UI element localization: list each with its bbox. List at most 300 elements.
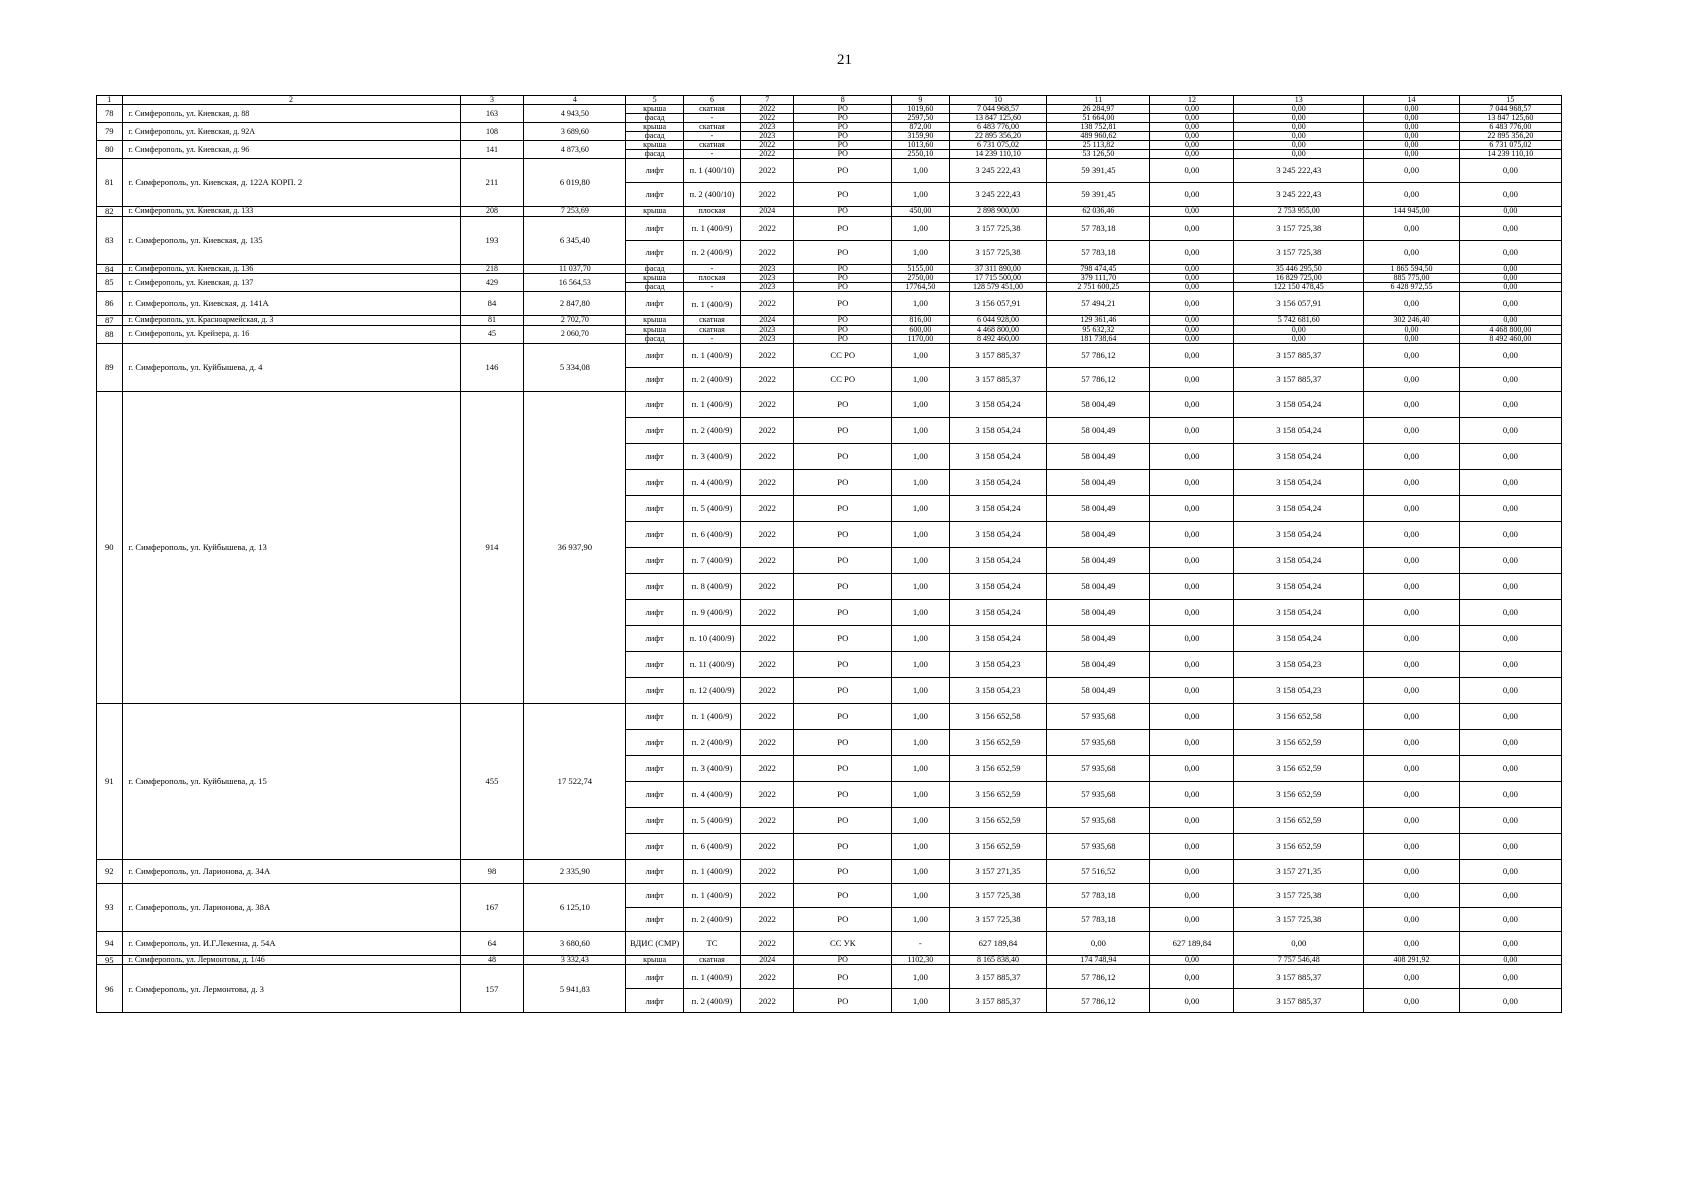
type-cell: п. 2 (400/9) <box>683 729 740 755</box>
fund-cell: РО <box>794 599 892 625</box>
other-cell: 0,00 <box>1459 216 1561 240</box>
year-cell: 2022 <box>741 547 794 573</box>
municipal-cell: 0,00 <box>1364 547 1460 573</box>
element-cell: лифт <box>626 907 683 931</box>
type-cell: п. 8 (400/9) <box>683 573 740 599</box>
year-cell: 2023 <box>741 334 794 343</box>
residents-cell: 81 <box>460 316 524 326</box>
fund-cell: СС РО <box>794 367 892 391</box>
element-cell: лифт <box>626 965 683 989</box>
unit-cost-cell: 51 664,00 <box>1047 114 1150 123</box>
unit-cost-cell: 57 516,52 <box>1047 859 1150 883</box>
other-cell: 0,00 <box>1459 207 1561 217</box>
other-cell: 0,00 <box>1459 240 1561 264</box>
owners-funds-cell: 0,00 <box>1150 105 1234 114</box>
other-cell: 0,00 <box>1459 547 1561 573</box>
row-number-cell: 91 <box>97 703 123 859</box>
register-table <box>96 95 1562 1013</box>
total-cost-cell: 3 158 054,24 <box>949 443 1047 469</box>
type-cell: плоская <box>683 274 740 283</box>
type-cell: п. 6 (400/9) <box>683 521 740 547</box>
unit-cost-cell: 57 935,68 <box>1047 729 1150 755</box>
element-cell: лифт <box>626 183 683 207</box>
type-cell: п. 11 (400/9) <box>683 651 740 677</box>
municipal-cell: 0,00 <box>1364 391 1460 417</box>
fund-cell: РО <box>794 495 892 521</box>
year-cell: 2022 <box>741 292 794 316</box>
owners-funds-cell: 627 189,84 <box>1150 931 1234 955</box>
volume-cell: 1,00 <box>892 807 949 833</box>
fund-cell: РО <box>794 989 892 1013</box>
volume-cell: 1,00 <box>892 729 949 755</box>
other-cell: 0,00 <box>1459 833 1561 859</box>
row-number-cell: 79 <box>97 123 123 141</box>
residents-cell: 218 <box>460 264 524 274</box>
type-cell: п. 1 (400/9) <box>683 859 740 883</box>
fund-rk-cell: 3 157 885,37 <box>1234 965 1364 989</box>
year-cell: 2022 <box>741 343 794 367</box>
other-cell: 0,00 <box>1459 495 1561 521</box>
other-cell: 0,00 <box>1459 989 1561 1013</box>
fund-rk-cell: 3 157 885,37 <box>1234 367 1364 391</box>
owners-funds-cell: 0,00 <box>1150 521 1234 547</box>
address-cell: г. Симферополь, ул. Киевская, д. 88 <box>122 105 460 123</box>
unit-cost-cell: 129 361,46 <box>1047 316 1150 326</box>
other-cell: 0,00 <box>1459 443 1561 469</box>
address-cell: г. Симферополь, ул. Крейзера, д. 16 <box>122 325 460 343</box>
total-cost-cell: 6 483 776,00 <box>949 123 1047 132</box>
year-cell: 2022 <box>741 150 794 159</box>
area-cell: 3 680,60 <box>524 931 626 955</box>
year-cell: 2022 <box>741 240 794 264</box>
row-number-cell: 88 <box>97 325 123 343</box>
area-cell: 2 702,70 <box>524 316 626 326</box>
volume-cell: 1,00 <box>892 703 949 729</box>
area-cell: 6 345,40 <box>524 216 626 264</box>
element-cell: лифт <box>626 703 683 729</box>
unit-cost-cell: 57 935,68 <box>1047 833 1150 859</box>
total-cost-cell: 8 165 838,40 <box>949 955 1047 965</box>
fund-rk-cell: 3 157 725,38 <box>1234 240 1364 264</box>
owners-funds-cell: 0,00 <box>1150 955 1234 965</box>
unit-cost-cell: 58 004,49 <box>1047 677 1150 703</box>
year-cell: 2022 <box>741 931 794 955</box>
volume-cell: 1,00 <box>892 833 949 859</box>
type-cell: п. 7 (400/9) <box>683 547 740 573</box>
area-cell: 5 941,83 <box>524 965 626 1013</box>
owners-funds-cell: 0,00 <box>1150 443 1234 469</box>
municipal-cell: 0,00 <box>1364 150 1460 159</box>
row-number-cell: 93 <box>97 883 123 931</box>
owners-funds-cell: 0,00 <box>1150 216 1234 240</box>
other-cell: 6 483 776,00 <box>1459 123 1561 132</box>
owners-funds-cell: 0,00 <box>1150 469 1234 495</box>
element-cell: крыша <box>626 123 683 132</box>
type-cell: п. 1 (400/9) <box>683 292 740 316</box>
volume-cell: 1,00 <box>892 391 949 417</box>
column-number-10: 10 <box>949 96 1047 105</box>
fund-rk-cell: 3 156 652,58 <box>1234 703 1364 729</box>
address-cell: г. Симферополь, ул. Красноармейская, д. 3 <box>122 316 460 326</box>
fund-cell: РО <box>794 274 892 283</box>
fund-rk-cell: 3 156 652,59 <box>1234 833 1364 859</box>
element-cell: фасад <box>626 114 683 123</box>
municipal-cell: 408 291,92 <box>1364 955 1460 965</box>
address-cell: г. Симферополь, ул. Куйбышева, д. 15 <box>122 703 460 859</box>
unit-cost-cell: 53 126,50 <box>1047 150 1150 159</box>
element-cell: лифт <box>626 521 683 547</box>
other-cell: 0,00 <box>1459 677 1561 703</box>
type-cell: - <box>683 334 740 343</box>
type-cell: п. 1 (400/10) <box>683 159 740 183</box>
volume-cell: 600,00 <box>892 325 949 334</box>
total-cost-cell: 7 044 968,57 <box>949 105 1047 114</box>
fund-cell: РО <box>794 965 892 989</box>
municipal-cell: 0,00 <box>1364 123 1460 132</box>
total-cost-cell: 13 847 125,60 <box>949 114 1047 123</box>
total-cost-cell: 3 157 885,37 <box>949 343 1047 367</box>
fund-rk-cell: 3 245 222,43 <box>1234 159 1364 183</box>
volume-cell: 2750,00 <box>892 274 949 283</box>
total-cost-cell: 6 044 928,00 <box>949 316 1047 326</box>
volume-cell: 1,00 <box>892 547 949 573</box>
table-row <box>97 931 1562 955</box>
type-cell: скатная <box>683 316 740 326</box>
area-cell: 4 873,60 <box>524 141 626 159</box>
type-cell: скатная <box>683 105 740 114</box>
year-cell: 2023 <box>741 132 794 141</box>
unit-cost-cell: 57 935,68 <box>1047 807 1150 833</box>
residents-cell: 914 <box>460 391 524 703</box>
fund-cell: РО <box>794 755 892 781</box>
volume-cell: 872,00 <box>892 123 949 132</box>
unit-cost-cell: 62 036,46 <box>1047 207 1150 217</box>
residents-cell: 64 <box>460 931 524 955</box>
fund-rk-cell: 3 158 054,24 <box>1234 573 1364 599</box>
element-cell: крыша <box>626 105 683 114</box>
column-number-4: 4 <box>524 96 626 105</box>
type-cell: п. 2 (400/9) <box>683 240 740 264</box>
type-cell: п. 12 (400/9) <box>683 677 740 703</box>
owners-funds-cell: 0,00 <box>1150 325 1234 334</box>
element-cell: лифт <box>626 755 683 781</box>
row-number-cell: 92 <box>97 859 123 883</box>
total-cost-cell: 3 245 222,43 <box>949 183 1047 207</box>
address-cell: г. Симферополь, ул. Киевская, д. 141А <box>122 292 460 316</box>
other-cell: 7 044 968,57 <box>1459 105 1561 114</box>
volume-cell: 1019,60 <box>892 105 949 114</box>
element-cell: фасад <box>626 150 683 159</box>
type-cell: ТС <box>683 931 740 955</box>
unit-cost-cell: 58 004,49 <box>1047 573 1150 599</box>
column-number-row <box>97 96 1562 105</box>
residents-cell: 163 <box>460 105 524 123</box>
owners-funds-cell: 0,00 <box>1150 729 1234 755</box>
table-row <box>97 391 1562 417</box>
year-cell: 2022 <box>741 729 794 755</box>
column-number-6: 6 <box>683 96 740 105</box>
element-cell: лифт <box>626 292 683 316</box>
fund-cell: РО <box>794 955 892 965</box>
municipal-cell: 0,00 <box>1364 859 1460 883</box>
municipal-cell: 0,00 <box>1364 417 1460 443</box>
year-cell: 2023 <box>741 283 794 292</box>
address-cell: г. Симферополь, ул. Киевская, д. 92А <box>122 123 460 141</box>
fund-rk-cell: 0,00 <box>1234 150 1364 159</box>
residents-cell: 157 <box>460 965 524 1013</box>
unit-cost-cell: 57 783,18 <box>1047 883 1150 907</box>
table-row <box>97 292 1562 316</box>
municipal-cell: 0,00 <box>1364 114 1460 123</box>
column-number-1: 1 <box>97 96 123 105</box>
volume-cell: 1013,60 <box>892 141 949 150</box>
unit-cost-cell: 57 935,68 <box>1047 703 1150 729</box>
type-cell: п. 1 (400/9) <box>683 343 740 367</box>
year-cell: 2023 <box>741 274 794 283</box>
type-cell: п. 1 (400/9) <box>683 965 740 989</box>
area-cell: 6 125,10 <box>524 883 626 931</box>
other-cell: 14 239 110,10 <box>1459 150 1561 159</box>
unit-cost-cell: 138 752,81 <box>1047 123 1150 132</box>
fund-cell: РО <box>794 216 892 240</box>
owners-funds-cell: 0,00 <box>1150 132 1234 141</box>
fund-cell: РО <box>794 703 892 729</box>
type-cell: скатная <box>683 141 740 150</box>
address-cell: г. Симферополь, ул. Киевская, д. 136 <box>122 264 460 274</box>
total-cost-cell: 3 156 652,59 <box>949 755 1047 781</box>
unit-cost-cell: 58 004,49 <box>1047 495 1150 521</box>
total-cost-cell: 14 239 110,10 <box>949 150 1047 159</box>
owners-funds-cell: 0,00 <box>1150 547 1234 573</box>
other-cell: 0,00 <box>1459 264 1561 274</box>
fund-cell: РО <box>794 833 892 859</box>
table-row <box>97 207 1562 217</box>
volume-cell: 1,00 <box>892 183 949 207</box>
fund-rk-cell: 3 158 054,24 <box>1234 417 1364 443</box>
other-cell: 0,00 <box>1459 274 1561 283</box>
unit-cost-cell: 58 004,49 <box>1047 417 1150 443</box>
type-cell: п. 5 (400/9) <box>683 495 740 521</box>
owners-funds-cell: 0,00 <box>1150 965 1234 989</box>
column-number-3: 3 <box>460 96 524 105</box>
fund-cell: РО <box>794 183 892 207</box>
municipal-cell: 0,00 <box>1364 183 1460 207</box>
row-number-cell: 86 <box>97 292 123 316</box>
unit-cost-cell: 379 111,70 <box>1047 274 1150 283</box>
year-cell: 2024 <box>741 316 794 326</box>
type-cell: п. 9 (400/9) <box>683 599 740 625</box>
municipal-cell: 0,00 <box>1364 755 1460 781</box>
residents-cell: 146 <box>460 343 524 391</box>
municipal-cell: 0,00 <box>1364 141 1460 150</box>
fund-rk-cell: 3 158 054,23 <box>1234 651 1364 677</box>
column-number-11: 11 <box>1047 96 1150 105</box>
total-cost-cell: 3 156 057,91 <box>949 292 1047 316</box>
total-cost-cell: 3 157 885,37 <box>949 367 1047 391</box>
unit-cost-cell: 57 783,18 <box>1047 216 1150 240</box>
total-cost-cell: 3 158 054,24 <box>949 599 1047 625</box>
fund-rk-cell: 3 158 054,24 <box>1234 391 1364 417</box>
type-cell: п. 1 (400/9) <box>683 883 740 907</box>
row-number-cell: 87 <box>97 316 123 326</box>
total-cost-cell: 3 158 054,23 <box>949 677 1047 703</box>
unit-cost-cell: 0,00 <box>1047 931 1150 955</box>
fund-rk-cell: 3 158 054,23 <box>1234 677 1364 703</box>
row-number-cell: 81 <box>97 159 123 207</box>
fund-rk-cell: 0,00 <box>1234 325 1364 334</box>
address-cell: г. Симферополь, ул. Ларионова, д. 34А <box>122 859 460 883</box>
unit-cost-cell: 57 783,18 <box>1047 240 1150 264</box>
fund-cell: РО <box>794 123 892 132</box>
fund-cell: РО <box>794 651 892 677</box>
owners-funds-cell: 0,00 <box>1150 599 1234 625</box>
owners-funds-cell: 0,00 <box>1150 207 1234 217</box>
unit-cost-cell: 95 632,32 <box>1047 325 1150 334</box>
total-cost-cell: 6 731 075,02 <box>949 141 1047 150</box>
type-cell: п. 1 (400/9) <box>683 391 740 417</box>
total-cost-cell: 3 245 222,43 <box>949 159 1047 183</box>
element-cell: лифт <box>626 729 683 755</box>
volume-cell: 1,00 <box>892 573 949 599</box>
owners-funds-cell: 0,00 <box>1150 123 1234 132</box>
fund-cell: РО <box>794 283 892 292</box>
year-cell: 2022 <box>741 651 794 677</box>
volume-cell: 1,00 <box>892 343 949 367</box>
table-row <box>97 264 1562 274</box>
municipal-cell: 0,00 <box>1364 343 1460 367</box>
year-cell: 2022 <box>741 859 794 883</box>
total-cost-cell: 3 156 652,59 <box>949 833 1047 859</box>
total-cost-cell: 3 156 652,58 <box>949 703 1047 729</box>
element-cell: лифт <box>626 443 683 469</box>
other-cell: 0,00 <box>1459 755 1561 781</box>
fund-cell: РО <box>794 132 892 141</box>
unit-cost-cell: 58 004,49 <box>1047 651 1150 677</box>
year-cell: 2022 <box>741 625 794 651</box>
municipal-cell: 0,00 <box>1364 965 1460 989</box>
residents-cell: 167 <box>460 883 524 931</box>
other-cell: 0,00 <box>1459 316 1561 326</box>
address-cell: г. Симферополь, ул. Куйбышева, д. 13 <box>122 391 460 703</box>
year-cell: 2022 <box>741 114 794 123</box>
other-cell: 0,00 <box>1459 599 1561 625</box>
fund-cell: РО <box>794 292 892 316</box>
fund-cell: РО <box>794 417 892 443</box>
unit-cost-cell: 174 748,94 <box>1047 955 1150 965</box>
owners-funds-cell: 0,00 <box>1150 883 1234 907</box>
year-cell: 2022 <box>741 755 794 781</box>
year-cell: 2022 <box>741 105 794 114</box>
residents-cell: 84 <box>460 292 524 316</box>
address-cell: г. Симферополь, ул. Киевская, д. 96 <box>122 141 460 159</box>
unit-cost-cell: 58 004,49 <box>1047 443 1150 469</box>
other-cell: 0,00 <box>1459 883 1561 907</box>
element-cell: лифт <box>626 547 683 573</box>
other-cell: 0,00 <box>1459 703 1561 729</box>
volume-cell: 1,00 <box>892 625 949 651</box>
area-cell: 6 019,80 <box>524 159 626 207</box>
row-number-cell: 94 <box>97 931 123 955</box>
municipal-cell: 0,00 <box>1364 703 1460 729</box>
owners-funds-cell: 0,00 <box>1150 417 1234 443</box>
type-cell: - <box>683 114 740 123</box>
year-cell: 2024 <box>741 207 794 217</box>
row-number-cell: 82 <box>97 207 123 217</box>
municipal-cell: 0,00 <box>1364 599 1460 625</box>
unit-cost-cell: 58 004,49 <box>1047 521 1150 547</box>
type-cell: - <box>683 283 740 292</box>
type-cell: скатная <box>683 325 740 334</box>
municipal-cell: 1 865 594,50 <box>1364 264 1460 274</box>
owners-funds-cell: 0,00 <box>1150 183 1234 207</box>
volume-cell: 816,00 <box>892 316 949 326</box>
fund-cell: РО <box>794 141 892 150</box>
owners-funds-cell: 0,00 <box>1150 755 1234 781</box>
volume-cell: 450,00 <box>892 207 949 217</box>
address-cell: г. Симферополь, ул. Лермонтова, д. 3 <box>122 965 460 1013</box>
owners-funds-cell: 0,00 <box>1150 240 1234 264</box>
unit-cost-cell: 57 935,68 <box>1047 781 1150 807</box>
owners-funds-cell: 0,00 <box>1150 833 1234 859</box>
address-cell: г. Симферополь, ул. И.Г.Лекенна, д. 54А <box>122 931 460 955</box>
volume-cell: 1,00 <box>892 159 949 183</box>
table-row <box>97 141 1562 150</box>
volume-cell: 1,00 <box>892 521 949 547</box>
other-cell: 0,00 <box>1459 469 1561 495</box>
volume-cell: 17764,50 <box>892 283 949 292</box>
owners-funds-cell: 0,00 <box>1150 334 1234 343</box>
fund-rk-cell: 3 157 885,37 <box>1234 343 1364 367</box>
element-cell: лифт <box>626 240 683 264</box>
fund-rk-cell: 0,00 <box>1234 132 1364 141</box>
element-cell: ВДИС (СМР) <box>626 931 683 955</box>
table-row <box>97 703 1562 729</box>
element-cell: крыша <box>626 274 683 283</box>
column-number-9: 9 <box>892 96 949 105</box>
column-number-8: 8 <box>794 96 892 105</box>
type-cell: - <box>683 150 740 159</box>
fund-cell: РО <box>794 150 892 159</box>
volume-cell: 1,00 <box>892 651 949 677</box>
total-cost-cell: 3 158 054,24 <box>949 521 1047 547</box>
fund-rk-cell: 3 156 652,59 <box>1234 781 1364 807</box>
owners-funds-cell: 0,00 <box>1150 264 1234 274</box>
other-cell: 0,00 <box>1459 521 1561 547</box>
volume-cell: 1,00 <box>892 989 949 1013</box>
element-cell: фасад <box>626 334 683 343</box>
column-number-5: 5 <box>626 96 683 105</box>
unit-cost-cell: 798 474,45 <box>1047 264 1150 274</box>
year-cell: 2022 <box>741 183 794 207</box>
row-number-cell: 90 <box>97 391 123 703</box>
municipal-cell: 0,00 <box>1364 292 1460 316</box>
area-cell: 11 037,70 <box>524 264 626 274</box>
owners-funds-cell: 0,00 <box>1150 495 1234 521</box>
element-cell: лифт <box>626 367 683 391</box>
row-number-cell: 96 <box>97 965 123 1013</box>
year-cell: 2022 <box>741 907 794 931</box>
column-number-15: 15 <box>1459 96 1561 105</box>
element-cell: лифт <box>626 651 683 677</box>
fund-cell: РО <box>794 625 892 651</box>
year-cell: 2022 <box>741 677 794 703</box>
municipal-cell: 0,00 <box>1364 334 1460 343</box>
fund-rk-cell: 3 156 652,59 <box>1234 755 1364 781</box>
owners-funds-cell: 0,00 <box>1150 274 1234 283</box>
fund-cell: РО <box>794 391 892 417</box>
year-cell: 2022 <box>741 367 794 391</box>
other-cell: 0,00 <box>1459 859 1561 883</box>
